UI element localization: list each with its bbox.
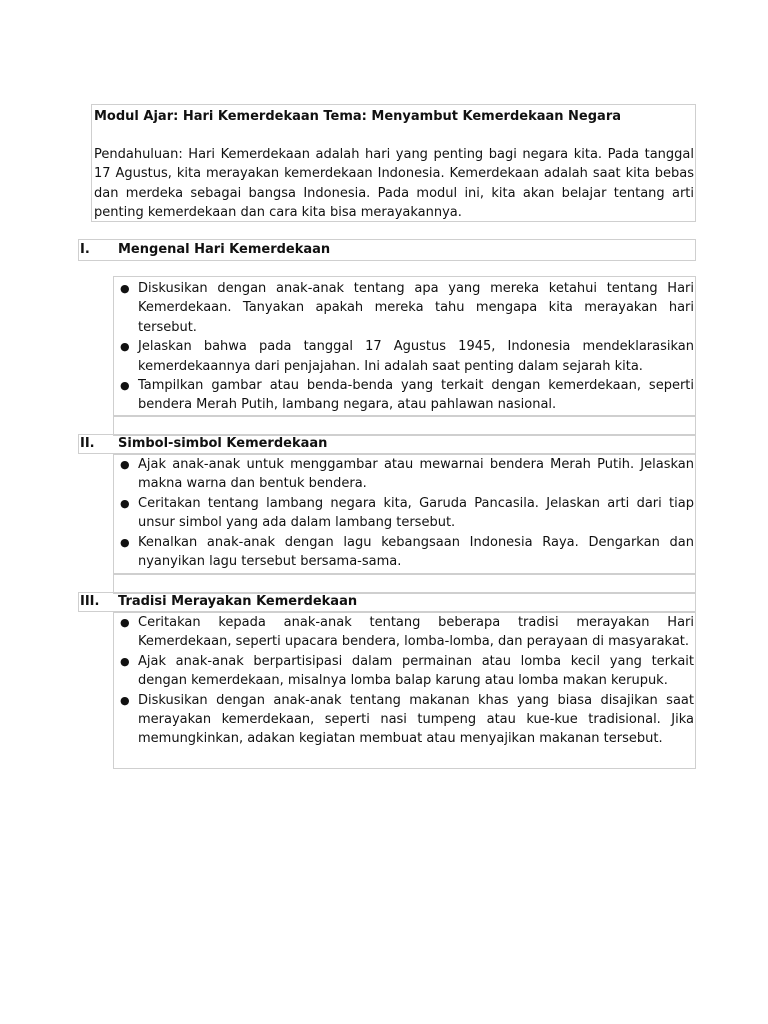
section-2-list	[116, 455, 694, 571]
bullet-icon: ●	[120, 654, 130, 668]
section-3-list	[116, 613, 694, 749]
section-2-spacer-box	[113, 574, 696, 594]
bullet-icon: ●	[120, 616, 130, 629]
section-1-number: I.	[80, 242, 90, 257]
list-item: ● Jelaskan bahwa pada tanggal 17 Agustus 1945, Indonesia mendeklarasikan kemerdekaannya dari penjajahan. Ini adalah saat penting dalam sejarah kita.	[120, 339, 694, 374]
bullet-icon: ●	[120, 379, 130, 393]
section-1-spacer-box	[113, 416, 696, 436]
page-title: Modul Ajar: Hari Kemerdekaan Tema: Menyambut Kemerdekaan Negara	[94, 109, 622, 124]
list-item: ● Diskusikan dengan anak-anak tentang makanan khas yang biasa disajikan saat merayakan kemerdekaan, seperti nasi tumpeng atau kue-kue tradisional. Jika memungkinkan, adakan kegiatan membuat atau menyajikan makanan tersebut.	[120, 692, 694, 747]
section-3-number: III.	[80, 594, 100, 609]
list-item: ● Ajak anak-anak berpartisipasi dalam permainan atau lomba kecil yang terkait dengan kemerdekaan, misalnya lomba balap karung atau lomba makan kerupuk.	[120, 653, 694, 689]
bullet-icon: ●	[120, 693, 130, 707]
intro-paragraph: Pendahuluan: Hari Kemerdekaan adalah hari yang penting bagi negara kita. Pada tanggal 17 Agustus, kita merayakan kemerdekaan Indonesia. Kemerdekaan adalah saat kita bebas dan merdeka sebagai bangsa Indonesia. Pada modul ini, kita akan belajar tentang arti penting kemerdekaan dan cara kita bisa merayakannya.	[94, 147, 694, 221]
section-2-title: Simbol-simbol Kemerdekaan	[118, 436, 328, 451]
section-2-heading	[80, 434, 327, 453]
list-item: ● Diskusikan dengan anak-anak tentang apa yang mereka ketahui tentang Hari Kemerdekaan. Tanyakan apakah mereka tahu mengapa kita merayakan hari tersebut.	[120, 281, 694, 335]
bullet-icon: ●	[120, 340, 130, 354]
list-item: ● Ceritakan tentang lambang negara kita, Garuda Pancasila. Jelaskan arti dari tiap unsur simbol yang ada dalam lambang tersebut.	[120, 495, 694, 531]
bullet-icon: ●	[120, 535, 130, 549]
section-3-heading	[80, 592, 357, 611]
section-3-title: Tradisi Merayakan Kemerdekaan	[118, 594, 358, 609]
section-1-list	[116, 279, 694, 415]
list-item: ● Ajak anak-anak untuk menggambar atau mewarnai bendera Merah Putih. Jelaskan makna warna dan bentuk bendera.	[120, 457, 694, 492]
list-item: ● Tampilkan gambar atau benda-benda yang terkait dengan kemerdekaan, seperti bendera Merah Putih, lambang negara, atau pahlawan nasional.	[120, 378, 694, 413]
section-2-number: II.	[80, 436, 95, 451]
bullet-icon: ●	[120, 458, 130, 471]
section-1-title: Mengenal Hari Kemerdekaan	[118, 242, 331, 257]
list-item: ● Ceritakan kepada anak-anak tentang beberapa tradisi merayakan Hari Kemerdekaan, seperti upacara bendera, lomba-lomba, dan perayaan di masyarakat.	[120, 615, 694, 650]
bullet-icon: ●	[120, 282, 130, 295]
section-1-heading	[80, 240, 330, 259]
bullet-icon: ●	[120, 496, 130, 510]
list-item: ● Kenalkan anak-anak dengan lagu kebangsaan Indonesia Raya. Dengarkan dan nyanyikan lagu tersebut bersama-sama.	[120, 534, 694, 570]
